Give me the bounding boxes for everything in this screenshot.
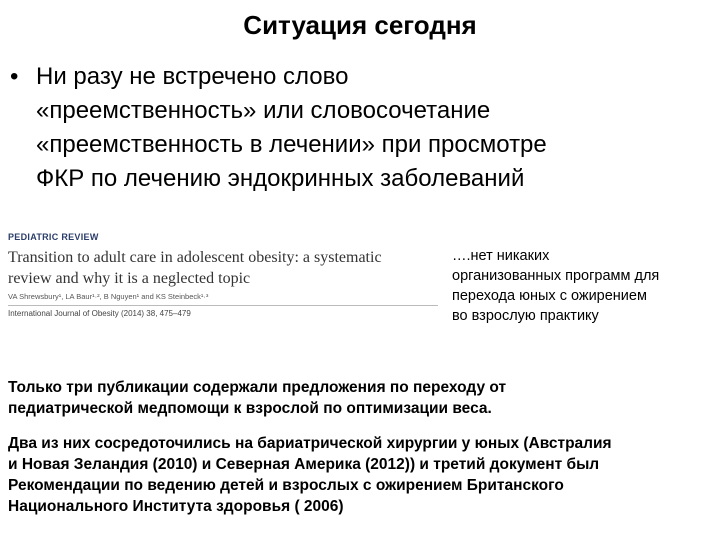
paragraph-publications [8, 377, 714, 419]
paragraph-line: педиатрической медпомощи к взрослой по оптимизации веса. [8, 400, 492, 417]
side-note-line: организованных программ для [452, 268, 660, 284]
paragraph-line: Два из них сосредоточились на бариатрической хирургии у юных (Австралия [8, 435, 612, 452]
article-title-line: review and why it is a neglected topic [8, 270, 251, 287]
paragraph-line: Рекомендации по ведению детей и взрослых с ожирением Британского [8, 477, 564, 494]
article-title [8, 247, 438, 289]
paragraph-line: и Новая Зеландия (2010) и Северная Америка (2012)) и третий документ был [8, 456, 600, 473]
bullet-line: «преемственность» или словосочетание [36, 97, 491, 124]
bullet-marker: • [10, 63, 19, 90]
paragraph-line: Национального Института здоровья ( 2006) [8, 498, 344, 515]
article-title-line: Transition to adult care in adolescent obesity: a systematic [8, 249, 382, 266]
bullet-line: «преемственность в лечении» при просмотре [36, 131, 547, 158]
bullet-line: Ни разу не встречено слово [36, 63, 349, 90]
side-note-line: во взрослую практику [452, 308, 599, 324]
slide-title: Ситуация сегодня [243, 10, 477, 40]
side-note-line: перехода юных с ожирением [452, 288, 647, 304]
article-divider [8, 305, 438, 306]
bullet-text [36, 60, 700, 196]
bullet-line: ФКР по лечению эндокринных заболеваний [36, 165, 525, 192]
paragraph-details [8, 433, 714, 517]
side-note [452, 246, 714, 326]
article-clipping [8, 232, 438, 320]
article-section-label: PEDIATRIC REVIEW [8, 232, 99, 242]
article-journal: International Journal of Obesity (2014) 38, 475–479 [8, 309, 191, 318]
side-note-line: ….нет никаких [452, 248, 550, 264]
paragraph-line: Только три публикации содержали предложения по переходу от [8, 379, 507, 396]
article-authors: VA Shrewsbury¹, LA Baur¹·², B Nguyen¹ and KS Steinbeck¹·³ [8, 292, 209, 301]
bullet-point [10, 60, 700, 196]
